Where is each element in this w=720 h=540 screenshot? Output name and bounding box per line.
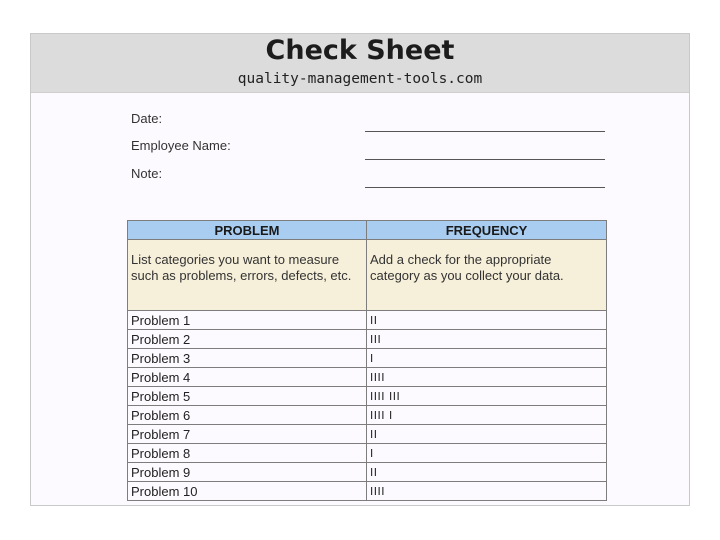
frequency-cell[interactable]: IIII III <box>367 387 607 406</box>
frequency-cell[interactable]: II <box>367 311 607 330</box>
sheet-subtitle: quality-management-tools.com <box>237 71 483 87</box>
frequency-cell[interactable]: I <box>367 349 607 368</box>
problem-cell: Problem 7 <box>128 425 367 444</box>
check-sheet <box>30 33 690 506</box>
table-row <box>128 368 607 387</box>
frequency-description: Add a check for the appropriate category as you collect your data. <box>367 240 607 311</box>
frequency-cell[interactable]: IIII <box>367 482 607 501</box>
problem-cell: Problem 8 <box>128 444 367 463</box>
frequency-column-header: FREQUENCY <box>367 221 607 240</box>
problem-cell: Problem 5 <box>128 387 367 406</box>
problem-cell: Problem 9 <box>128 463 367 482</box>
frequency-cell[interactable]: II <box>367 463 607 482</box>
date-field-line[interactable] <box>365 131 605 132</box>
table-row <box>128 425 607 444</box>
problem-cell: Problem 4 <box>128 368 367 387</box>
table-row <box>128 311 607 330</box>
table-row <box>128 444 607 463</box>
table-row <box>128 482 607 501</box>
frequency-cell[interactable]: IIII I <box>367 406 607 425</box>
problem-column-header: PROBLEM <box>128 221 367 240</box>
table-header-row <box>128 221 607 240</box>
check-table <box>127 220 607 501</box>
sheet-header <box>31 34 689 93</box>
note-label: Note: <box>131 166 163 181</box>
table-row <box>128 387 607 406</box>
table-row <box>128 330 607 349</box>
problem-cell: Problem 1 <box>128 311 367 330</box>
employee-name-label: Employee Name: <box>131 138 231 153</box>
sheet-title: Check Sheet <box>265 35 455 66</box>
problem-cell: Problem 2 <box>128 330 367 349</box>
frequency-cell[interactable]: IIII <box>367 368 607 387</box>
problem-cell: Problem 10 <box>128 482 367 501</box>
employee-name-field-line[interactable] <box>365 159 605 160</box>
table-row <box>128 463 607 482</box>
description-row <box>128 240 607 311</box>
problem-cell: Problem 3 <box>128 349 367 368</box>
frequency-cell[interactable]: II <box>367 425 607 444</box>
note-field-line[interactable] <box>365 187 605 188</box>
table-row <box>128 349 607 368</box>
frequency-cell[interactable]: I <box>367 444 607 463</box>
problem-cell: Problem 6 <box>128 406 367 425</box>
frequency-cell[interactable]: III <box>367 330 607 349</box>
table-row <box>128 406 607 425</box>
problem-description: List categories you want to measure such as problems, errors, defects, etc. <box>128 240 367 311</box>
date-label: Date: <box>131 111 163 126</box>
